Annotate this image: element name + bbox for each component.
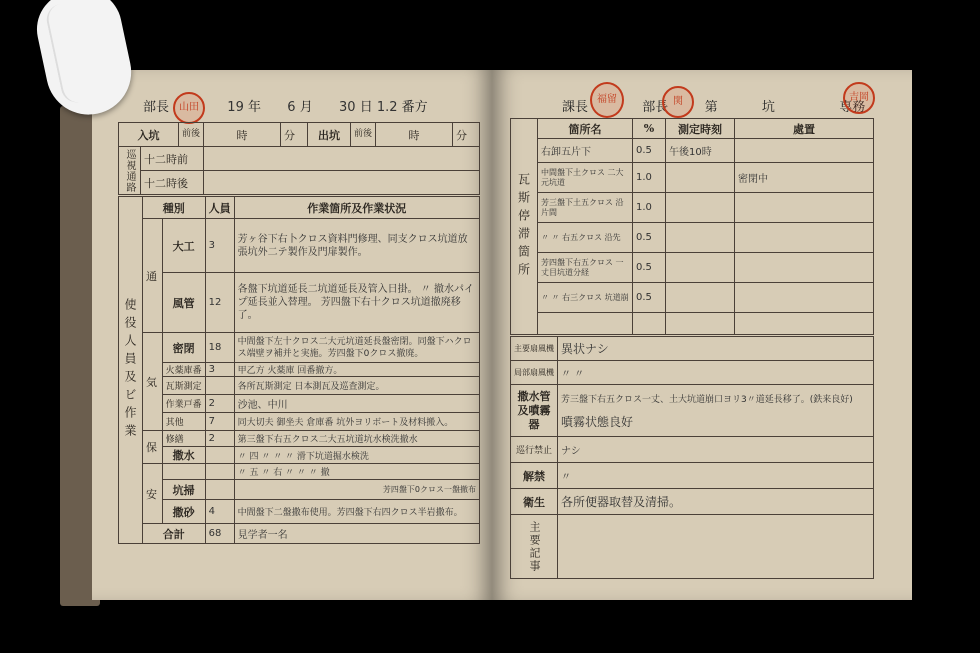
gas-pct: 0.5	[633, 223, 666, 253]
row-cat	[162, 464, 205, 480]
row-count: 4	[205, 500, 234, 524]
row-count: 7	[205, 413, 234, 431]
day-unit: 日	[359, 100, 373, 115]
gas-place-empty	[538, 313, 633, 335]
row-text: 甲乙方 火薬庫 回番撤方。	[234, 363, 479, 377]
main-fan-label: 主要扇風機	[511, 337, 558, 361]
year-unit: 年	[247, 100, 261, 115]
exit-label: 出坑	[307, 123, 350, 147]
gas-pct: 0.5	[633, 253, 666, 283]
gas-action-empty	[735, 313, 874, 335]
jimu-label: 専務	[839, 100, 866, 115]
ko-label: 坑	[761, 100, 775, 115]
bucho-label: 部長	[143, 100, 170, 115]
gas-time	[666, 223, 735, 253]
noon-before-label: 十二時前	[141, 147, 204, 171]
gas-action: 密閉中	[735, 163, 874, 193]
facility-table	[510, 336, 874, 579]
dai-label: 第	[704, 100, 718, 115]
total-note: 見学者一名	[234, 524, 479, 544]
row-cat: 火薬庫番	[162, 363, 205, 377]
row-text: 中間盤下左十クロス二大元坑道延長盤密閉。同盤下ハクロス端壁ヲ補并と実施。芳四盤下0クロス撤廃。	[234, 333, 479, 363]
row-cat: 修繕	[162, 431, 205, 447]
col-pct-header: %	[633, 119, 666, 139]
gas-place: 〃 〃 右三クロス 坑道崩	[538, 283, 633, 313]
gas-action	[735, 139, 874, 163]
gas-place: 〃 〃 右五クロス 沿先	[538, 223, 633, 253]
entry-label: 入坑	[119, 123, 179, 147]
noon-before-value	[203, 147, 479, 171]
patrol-stop-label: 巡行禁止	[511, 437, 558, 463]
gas-action	[735, 193, 874, 223]
gas-stagnation-label: 瓦斯停滞箇所	[511, 119, 538, 335]
main-notes-label: 主要記事	[511, 515, 558, 579]
month-unit: 月	[299, 100, 313, 115]
row-text: 同大切夫 御坐夫 倉庫番 坑外ヨリボート及材料搬入。	[234, 413, 479, 431]
row-count	[205, 480, 234, 500]
main-notes-value	[558, 515, 874, 579]
an-label: 安	[143, 464, 163, 524]
local-fan-value: 〃 〃	[558, 361, 874, 385]
day-value: 30	[339, 100, 356, 115]
gas-time	[666, 283, 735, 313]
gas-pct-empty	[633, 313, 666, 335]
row-text: 各所瓦斯測定 日本測瓦及巡査測定。	[234, 377, 479, 395]
row-text: 各盤下坑道延長二坑道延長及管入日掛。 〃 撤水パイプ延長並入替理。 芳四盤下右十クロス坑道撤廃移了。	[234, 273, 479, 333]
gas-pct: 0.5	[633, 283, 666, 313]
rounds-route-label: 巡視通路	[119, 147, 141, 195]
spray-line-2: 噴霧状態良好	[561, 414, 634, 429]
gas-action	[735, 283, 874, 313]
row-count	[205, 464, 234, 480]
row-count: 2	[205, 395, 234, 413]
year-value: 19	[227, 100, 244, 115]
margin-note: 芳四盤下0クロス一盤撤布	[234, 480, 479, 500]
main-fan-value: 異状ナシ	[558, 337, 874, 361]
row-cat: 其他	[162, 413, 205, 431]
spray-value	[558, 385, 874, 437]
total-label: 合計	[143, 524, 206, 544]
gas-time-empty	[666, 313, 735, 335]
seal-stamp-1: 山田	[173, 92, 205, 124]
col-time-header: 測定時刻	[666, 119, 735, 139]
gas-place: 右卸五片下	[538, 139, 633, 163]
gas-time	[666, 163, 735, 193]
tsu-label: 通	[143, 219, 163, 333]
ho-label: 保	[143, 431, 163, 464]
ki-label: 気	[143, 333, 163, 431]
row-text: 〃 四 〃 〃 〃 滑下坑道掘水検洗	[234, 447, 479, 464]
gas-place: 芳三盤下土五クロス 沿片間	[538, 193, 633, 223]
row-count	[205, 447, 234, 464]
noon-after-value	[203, 171, 479, 195]
row-text: 芳ヶ谷下右卜クロス資料門修理、同支クロス坑道放張坑外二テ製作及門扉製作。	[234, 219, 479, 273]
row-cat: 撒水	[162, 447, 205, 464]
exit-minute: 分	[453, 123, 480, 147]
row-cat: 作業戸番	[162, 395, 205, 413]
spray-label: 撒水管及噴霧器	[511, 385, 558, 437]
ban-lift-value: 〃	[558, 463, 874, 489]
bucho-label-right: 部長	[642, 100, 669, 115]
left-log-table	[118, 122, 480, 195]
hygiene-label: 衛生	[511, 489, 558, 515]
row-cat: 撒砂	[162, 500, 205, 524]
kacho-label: 課長	[562, 100, 589, 115]
exit-hour: 時	[376, 123, 453, 147]
row-text: 沙池、中川	[234, 395, 479, 413]
row-cat: 瓦斯測定	[162, 377, 205, 395]
entry-minute: 分	[280, 123, 307, 147]
row-count	[205, 377, 234, 395]
row-count: 12	[205, 273, 234, 333]
row-text: 第三盤下右五クロス二大五坑道坑水検洗撤水	[234, 431, 479, 447]
shubetsu-header: 種別	[143, 197, 206, 219]
local-fan-label: 局部扇風機	[511, 361, 558, 385]
month-value: 6	[287, 100, 296, 115]
left-work-table	[118, 196, 480, 544]
row-text: 中間盤下二盤撒布使用。芳四盤下右四クロス半岩撒布。	[234, 500, 479, 524]
gas-time	[666, 253, 735, 283]
gas-pct: 1.0	[633, 193, 666, 223]
row-text: 〃 五 〃 右 〃 〃 〃 撤	[234, 464, 479, 480]
row-cat: 風管	[162, 273, 205, 333]
shift-unit: 番方	[401, 100, 428, 115]
spray-line-1: 芳三盤下右五クロス一丈、土大坑道崩口ヨリ3〃道延長移了。(鉄来良好)	[561, 394, 853, 405]
gas-pct: 1.0	[633, 163, 666, 193]
ban-lift-label: 解禁	[511, 463, 558, 489]
gas-time: 午後10時	[666, 139, 735, 163]
total-value: 68	[205, 524, 234, 544]
work-header: 作業箇所及作業状況	[234, 197, 479, 219]
gas-action	[735, 223, 874, 253]
entry-hour: 時	[203, 123, 280, 147]
seal-stamp-3: 関	[662, 86, 694, 118]
row-cat: 坑掃	[162, 480, 205, 500]
gas-time	[666, 193, 735, 223]
row-count: 2	[205, 431, 234, 447]
gas-place: 芳四盤下右五クロス 一丈目坑道分経	[538, 253, 633, 283]
row-count: 3	[205, 363, 234, 377]
gas-pct: 0.5	[633, 139, 666, 163]
gas-table	[510, 118, 874, 335]
row-cat: 密閉	[162, 333, 205, 363]
gas-action	[735, 253, 874, 283]
exit-zengo: 前後	[350, 123, 375, 147]
row-count: 3	[205, 219, 234, 273]
noon-after-label: 十二時後	[141, 171, 204, 195]
seal-stamp-2: 福留	[590, 82, 624, 118]
col-action-header: 處置	[735, 119, 874, 139]
col-place-header: 箇所名	[538, 119, 633, 139]
seal-stamp-4: 吉岡	[843, 82, 875, 114]
row-cat: 大工	[162, 219, 205, 273]
row-count: 18	[205, 333, 234, 363]
shift-value: 1.2	[376, 100, 398, 115]
gas-place: 中間盤下土クロス 二大元坑道	[538, 163, 633, 193]
hygiene-value: 各所便器取替及清掃。	[558, 489, 874, 515]
ninin-header: 人員	[205, 197, 234, 219]
entry-zengo: 前後	[178, 123, 203, 147]
patrol-stop-value: ナシ	[558, 437, 874, 463]
personnel-label: 使役人員及ビ作業	[119, 197, 143, 544]
